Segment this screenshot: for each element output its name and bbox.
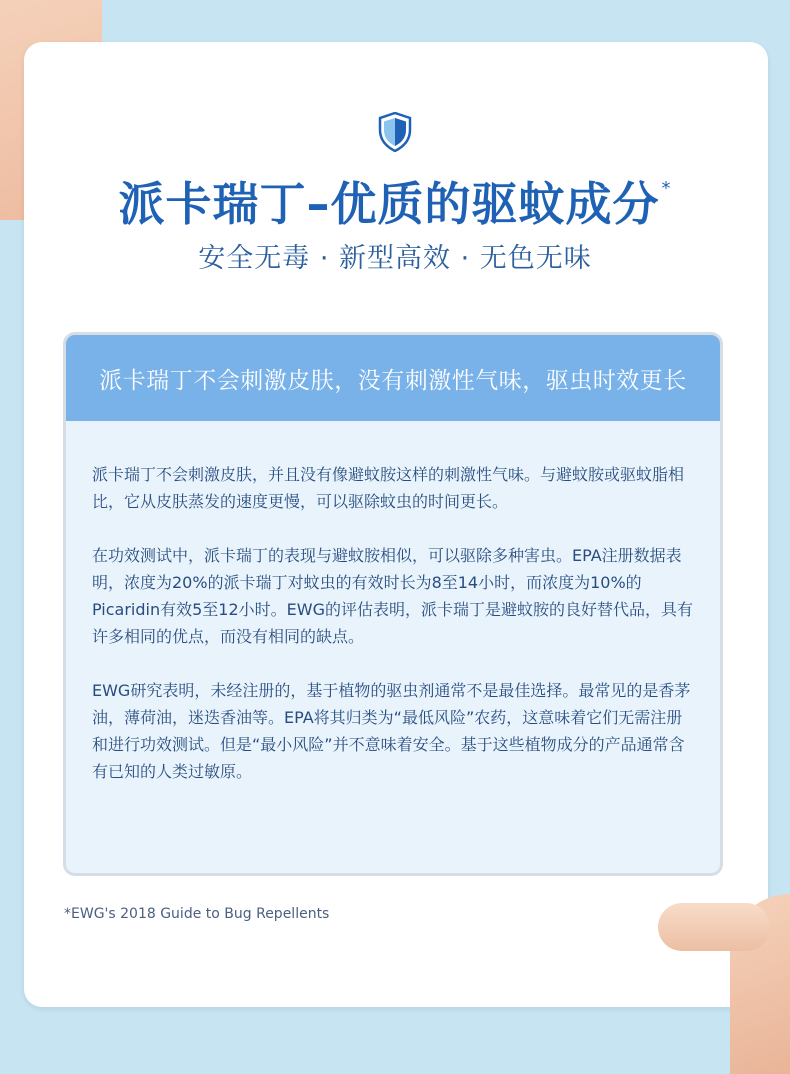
footnote: *EWG's 2018 Guide to Bug Repellents xyxy=(64,906,330,922)
page-title xyxy=(0,168,790,234)
page-title-text: 派卡瑞丁–优质的驱蚊成分 xyxy=(118,177,660,231)
paragraph-irritation: 派卡瑞丁不会刺激皮肤，并且没有像避蚊胺这样的刺激性气味。与避蚊胺或驱蚊脂相比，它从皮肤蒸发的速度更慢，可以驱除蚊虫的时间更长。 xyxy=(92,465,685,511)
paragraph-efficacy: 在功效测试中，派卡瑞丁的表现与避蚊胺相似，可以驱除多种害虫。EPA注册数据表明，浓度为20%的派卡瑞丁对蚊虫的有效时长为8至14小时，而浓度为10%的Picaridin有效5至12小时。EWG的评估表明，派卡瑞丁是避蚊胺的良好替代品，具有许多相同的优点，而没有相同的缺点。 xyxy=(92,546,693,646)
paragraph-plant-based: EWG研究表明，未经注册的，基于植物的驱虫剂通常不是最佳选择。最常见的是香茅油，薄荷油，迷迭香油等。EPA将其归类为“最低风险”农药，这意味着它们无需注册和进行功效测试。但是“最小风险”并不意味着安全。基于这些植物成分的产品通常含有已知的人类过敏原。 xyxy=(92,681,691,781)
info-panel xyxy=(63,332,723,876)
shield-icon xyxy=(378,112,412,152)
panel-header: 派卡瑞丁不会刺激皮肤，没有刺激性气味，驱虫时效更长 xyxy=(66,335,720,421)
page-title-footnote-mark: * xyxy=(661,178,672,199)
right-finger xyxy=(658,903,770,951)
panel-body xyxy=(66,421,720,785)
page-subtitle: 安全无毒 · 新型高效 · 无色无味 xyxy=(198,243,592,274)
